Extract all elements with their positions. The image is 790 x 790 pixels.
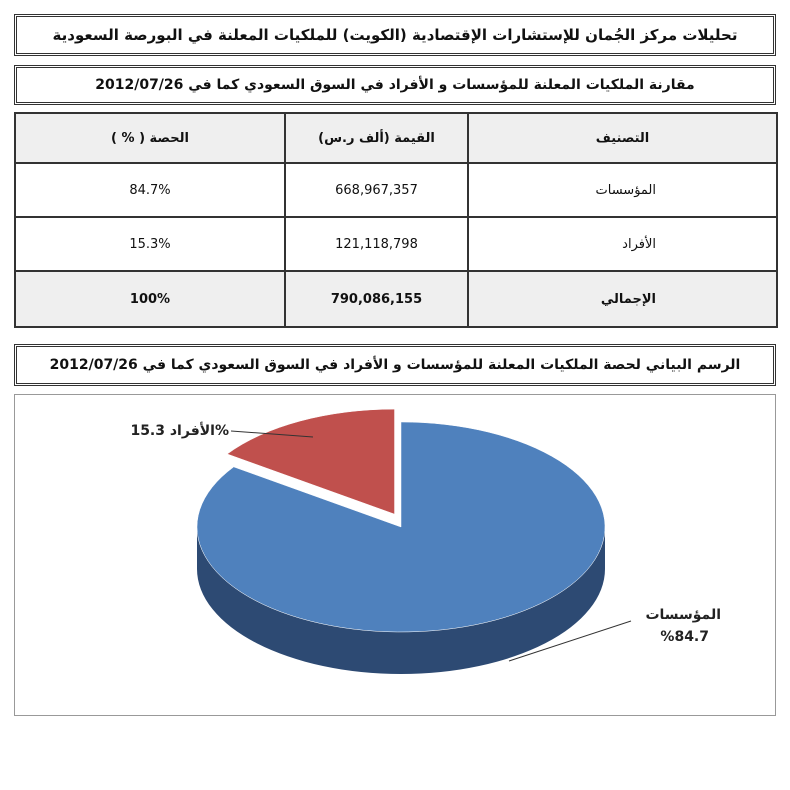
table-title <box>14 65 776 105</box>
chart-title <box>14 344 776 386</box>
pie-chart-area <box>14 394 776 716</box>
total-category: الإجمالي <box>468 271 777 327</box>
table-header-row <box>15 113 777 163</box>
table-total-row <box>15 271 777 327</box>
row-value: 121,118,798 <box>285 217 468 271</box>
row-share: 15.3% <box>15 217 285 271</box>
pie-label-value-0: %84.7 <box>660 629 709 645</box>
report-title-text: تحليلات مركز الجُمان للإستشارات الإقتصادية (الكويت) للملكيات المعلنة في البورصة السعودية <box>52 26 738 44</box>
total-value: 790,086,155 <box>285 271 468 327</box>
row-value: 668,967,357 <box>285 163 468 217</box>
header-category: التصنيف <box>468 113 777 163</box>
table-title-text: مقارنة الملكيات المعلنة للمؤسسات و الأفراد في السوق السعودي كما في 2012/07/26 <box>95 77 695 93</box>
pie-label-1: الأفراد 15.3% <box>130 423 229 439</box>
total-share: 100% <box>15 271 285 327</box>
report-title <box>14 14 776 56</box>
header-share: الحصة ( % ) <box>15 113 285 163</box>
row-share: 84.7% <box>15 163 285 217</box>
chart-title-text: الرسم البياني لحصة الملكيات المعلنة للمؤسسات و الأفراد في السوق السعودي كما في 2012/07/26 <box>49 357 741 373</box>
pie-label-name-0: المؤسسات <box>645 607 721 623</box>
row-category: الأفراد <box>468 217 777 271</box>
table-row <box>15 163 777 217</box>
table-row <box>15 217 777 271</box>
pie-chart <box>15 395 775 715</box>
ownership-table <box>14 112 778 328</box>
row-category: المؤسسات <box>468 163 777 217</box>
header-value: القيمة (ألف ر.س) <box>285 113 468 163</box>
